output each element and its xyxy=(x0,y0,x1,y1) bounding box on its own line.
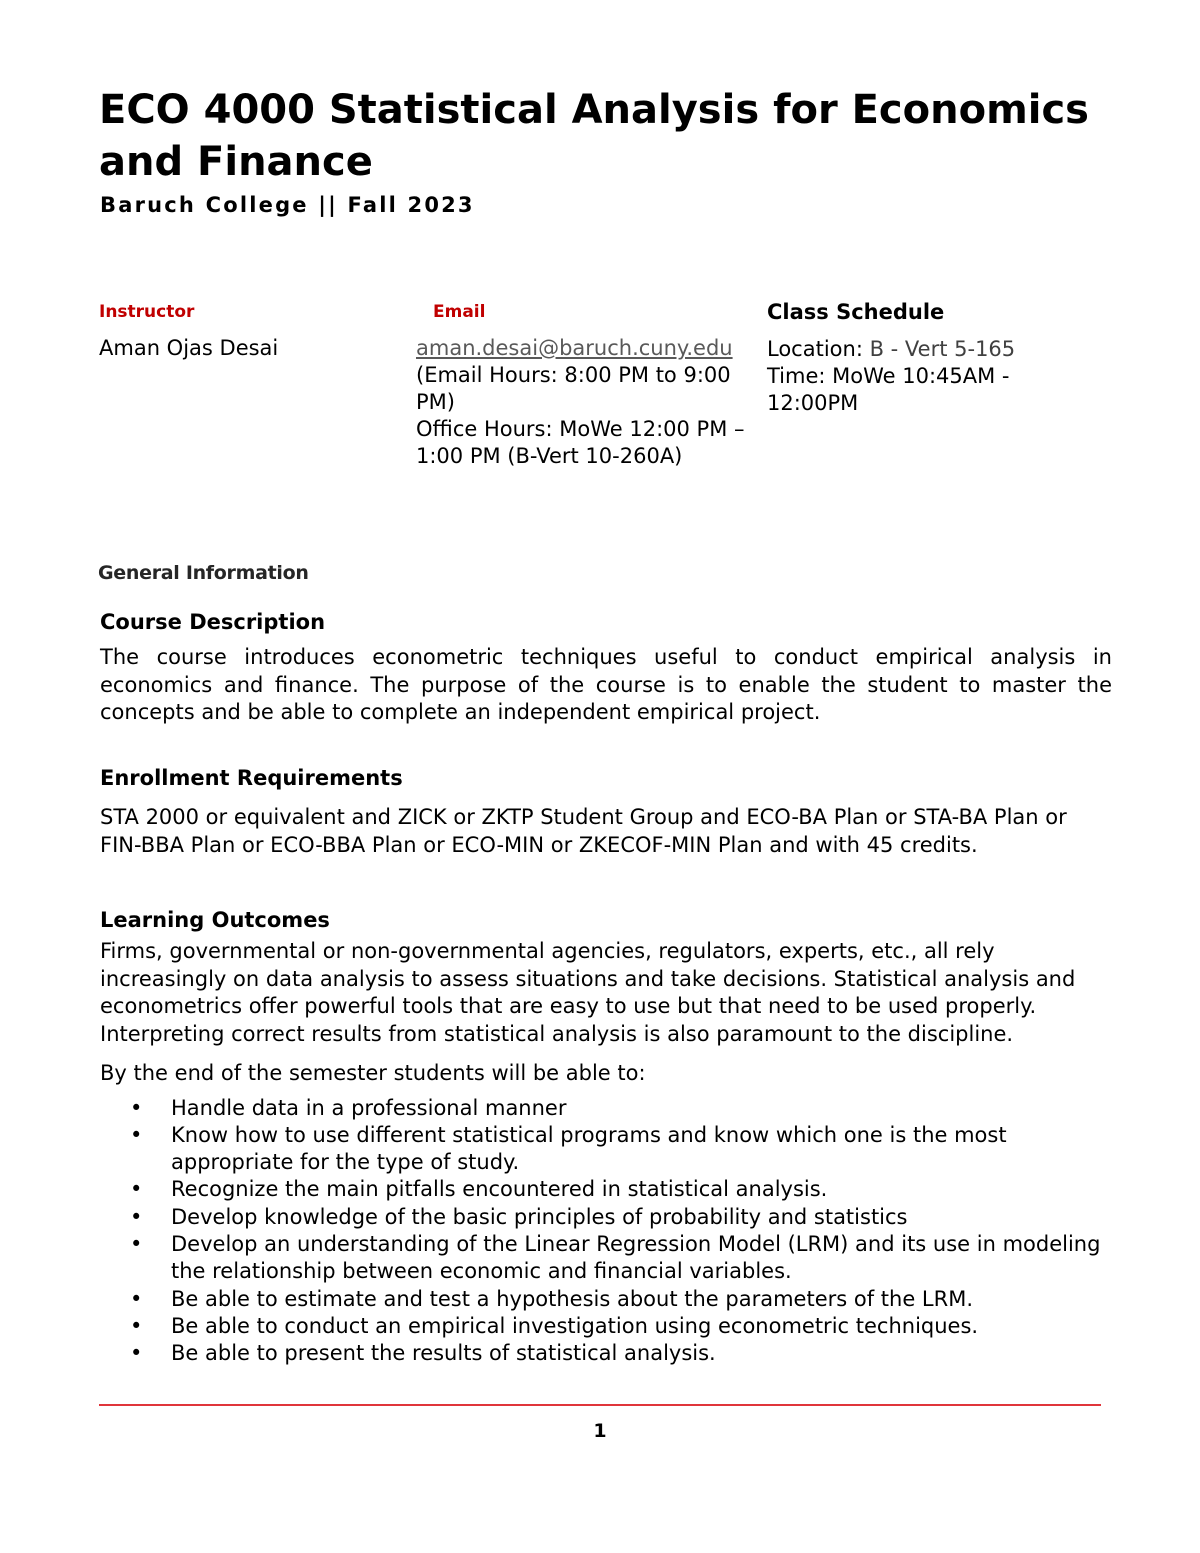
email-link[interactable]: aman.desai@baruch.cuny.edu xyxy=(416,336,733,360)
list-item-text: Know how to use different statistical programs and know which one is the most appropriate for the type of study. xyxy=(171,1122,1007,1175)
list-item-text: Be able to estimate and test a hypothesis about the parameters of the LRM. xyxy=(171,1286,973,1311)
enrollment-section xyxy=(100,764,1112,859)
learning-outcomes-text: Firms, governmental or non-governmental agencies, regulators, experts, etc., all rely increasingly on data analysis to assess situations and take decisions. Statistical analysis and econometrics offer powerful tools that are easy to use but that need to be used properly. Interpreting correct results from statistical analysis is also paramount to the discipline. xyxy=(100,939,1076,1046)
general-information-heading: General Information xyxy=(98,562,309,584)
learning-outcomes-heading: Learning Outcomes xyxy=(100,908,330,932)
list-item xyxy=(100,1176,1112,1203)
bullet-icon: • xyxy=(130,1204,143,1229)
enrollment-text: STA 2000 or equivalent and ZICK or ZKTP Student Group and ECO-BA Plan or STA-BA Plan or FIN-BBA Plan or ECO-BBA Plan or ECO-MIN or ZKECOF-MIN Plan and with 45 credits. xyxy=(100,805,1067,857)
list-item xyxy=(100,1313,1112,1340)
list-item-text: Recognize the main pitfalls encountered in statistical analysis. xyxy=(171,1177,828,1202)
instructor-heading: Instructor xyxy=(99,302,195,322)
list-item-text: Be able to conduct an empirical investigation using econometric techniques. xyxy=(171,1313,979,1338)
location-label: Location: xyxy=(767,337,863,361)
email-heading: Email xyxy=(433,302,486,322)
instructor-column xyxy=(99,300,399,362)
bullet-icon: • xyxy=(130,1095,143,1120)
page-number: 1 xyxy=(593,1420,607,1442)
bullet-icon: • xyxy=(130,1286,143,1311)
learning-outcomes-list xyxy=(100,1095,1112,1368)
list-item-text: Be able to present the results of statistical analysis. xyxy=(171,1341,716,1366)
bullet-icon: • xyxy=(130,1177,143,1202)
page-subtitle: Baruch College || Fall 2023 xyxy=(100,193,475,217)
office-hours: Office Hours: MoWe 12:00 PM – 1:00 PM (B-Vert 10-260A) xyxy=(416,417,745,468)
learning-outcomes-section xyxy=(100,906,1112,1367)
list-item-text: Handle data in a professional manner xyxy=(171,1095,567,1120)
enrollment-heading: Enrollment Requirements xyxy=(100,766,403,790)
email-hours: (Email Hours: 8:00 PM to 9:00 PM) xyxy=(416,363,731,414)
bullet-icon: • xyxy=(130,1341,143,1366)
list-item xyxy=(100,1122,1112,1177)
schedule-time: Time: MoWe 10:45AM - 12:00PM xyxy=(767,364,1010,415)
email-column xyxy=(416,300,751,470)
list-item xyxy=(100,1095,1112,1122)
list-item xyxy=(100,1204,1112,1231)
schedule-heading: Class Schedule xyxy=(767,300,945,324)
course-description-text: The course introduces econometric techniques useful to conduct empirical analysis in economics and finance. The purpose of the course is to enable the student to master the concepts and be able to complete an independent empirical project. xyxy=(100,645,1112,724)
learning-outcomes-intro: By the end of the semester students will be able to: xyxy=(100,1061,646,1085)
list-item-text: Develop knowledge of the basic principles of probability and statistics xyxy=(171,1204,908,1229)
location-value: B - Vert 5-165 xyxy=(869,337,1016,361)
instructor-name: Aman Ojas Desai xyxy=(99,336,279,360)
schedule-location xyxy=(767,336,1077,363)
bullet-icon: • xyxy=(130,1231,143,1256)
footer-divider xyxy=(99,1404,1101,1406)
schedule-column xyxy=(767,300,1077,417)
list-item xyxy=(100,1286,1112,1313)
page-title: ECO 4000 Statistical Analysis for Economics and Finance xyxy=(99,87,1089,185)
course-description-section xyxy=(100,608,1112,727)
list-item xyxy=(100,1340,1112,1367)
bullet-icon: • xyxy=(130,1122,143,1147)
course-description-heading: Course Description xyxy=(100,610,326,634)
list-item xyxy=(100,1231,1112,1286)
bullet-icon: • xyxy=(130,1313,143,1338)
list-item-text: Develop an understanding of the Linear Regression Model (LRM) and its use in modeling the relationship between economic and financial variables. xyxy=(171,1231,1101,1284)
